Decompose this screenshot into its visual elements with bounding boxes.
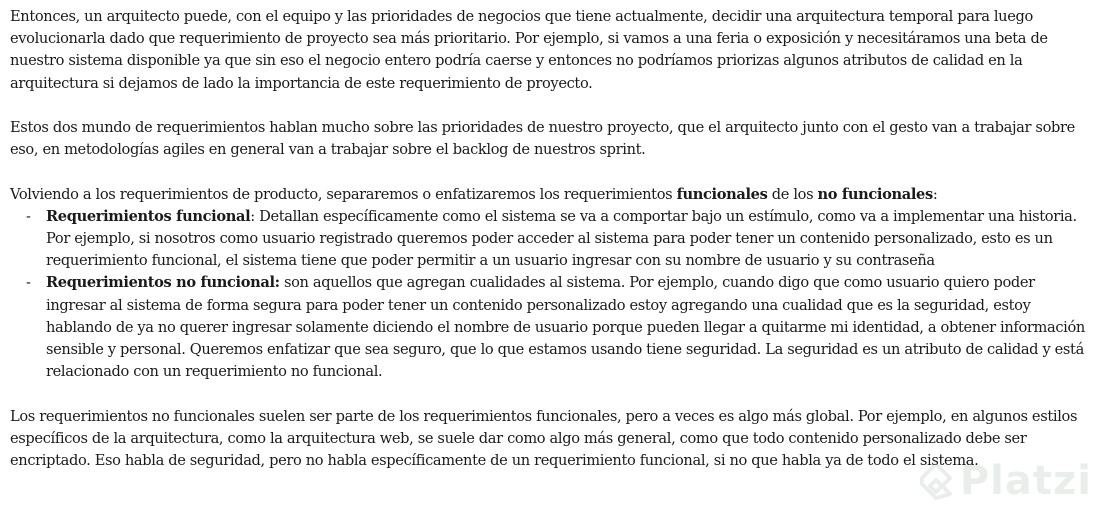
paragraph-architecture-evolution: Entonces, un arquitecto puede, con el equipo y las prioridades de negocios que tiene actualmente, decidir una arquitectura temporal para luego evolucionarla dado que requerimiento de proyecto sea más prioritario. Por ejemplo, si vamos a una feria o exposición y necesitáramos una beta de nuestro sistema disponible ya que sin eso el negocio entero podría caerse y entonces no podríamos priorizas algunos atributos de calidad en la arquitectura si dejamos de lado la importancia de este requerimiento de proyecto. [10,8,1048,92]
list-item-functional [10,206,1090,273]
paragraph-non-functional-global: Los requerimientos no funcionales suelen ser parte de los requerimientos funcionales, pero a veces es algo más global. Por ejemplo, en algunos estilos específicos de la arquitectura, como la arquitectura web, se suele dar como algo más general, como que todo contenido personalizado debe ser encriptado. Eso habla de seguridad, pero no habla específicamente de un requerimiento funcional, si no que habla ya de todo el sistema. [10,407,1078,470]
document-body [10,6,1090,494]
intro-text-start: Volviendo a los requerimientos de producto, separaremos o enfatizaremos los requerimientos [10,185,677,203]
bullet-dash: - [26,274,31,292]
list-item-non-functional [10,272,1090,383]
intro-bold-funcionales: funcionales [676,185,768,203]
bullet-text-non-functional: son aquellos que agregan cualidades al sistema. Por ejemplo, cuando digo que como usuario quiero poder ingresar al sistema de forma segura para poder tener un contenido personalizado estoy agregando una cualidad que es la seguridad, estoy hablando de ya no querer ingresar solamente diciendo el nombre de usuario porque pueden llegar a quitarme mi identidad, a obtener información sensible y personal. Queremos enfatizar que sea seguro, que lo que estamos usando tiene seguridad. La seguridad es un atributo de calidad y está relacionado con un requerimiento no funcional. [46,274,1085,381]
bullet-lead-colon: : [250,207,255,225]
bullet-lead-functional: Requerimientos funcional [46,207,251,225]
requirements-list [10,206,1090,384]
intro-text-end: : [932,185,938,203]
intro-bold-no-funcionales: no funcionales [817,185,933,203]
bullet-lead-non-functional: Requerimientos no funcional: [46,274,280,292]
bullet-dash: - [26,207,31,225]
paragraph-requirements-intro [10,184,1090,206]
intro-text-mid: de los [767,185,818,203]
bullet-text-functional: Detallan específicamente como el sistema se va a comportar bajo un estímulo, como va a implementar una historia. Por ejemplo, si nosotros como usuario registrado queremos poder acceder al sistema para poder tener un contenido personalizado, esto es un requerimiento funcional, el sistema tiene que poder permitir a un usuario ingresar con su nombre de usuario y su contraseña [46,207,1077,270]
watermark-text: Platzi [959,458,1092,504]
paragraph-requirements-priorities: Estos dos mundo de requerimientos hablan mucho sobre las prioridades de nuestro proyecto, que el arquitecto junto con el gesto van a trabajar sobre eso, en metodologías agiles en general van a trabajar sobre el backlog de nuestros sprint. [10,119,1075,159]
